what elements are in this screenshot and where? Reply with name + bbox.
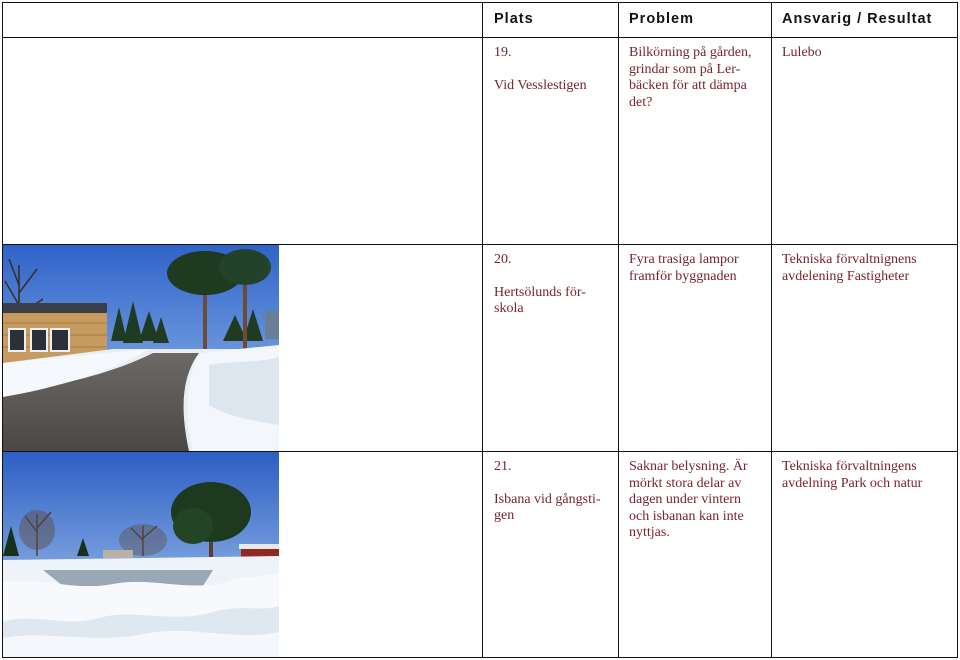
problem-line: Bilkörning på gården,	[629, 45, 752, 60]
plats-line: Hertsölunds för-	[494, 284, 586, 300]
problem-line: nyttjas.	[629, 525, 670, 540]
problem-line: det?	[629, 94, 653, 110]
school-building-winter-photo	[3, 245, 279, 451]
plats-line: skola	[494, 301, 524, 316]
column-divider	[482, 3, 483, 657]
problem-line: grindar som på Ler-	[629, 61, 741, 77]
problem-line: och isbanan kan inte	[629, 508, 744, 524]
plats-line: gen	[494, 508, 515, 523]
plats-line: Vid Vesslestigen	[494, 77, 587, 93]
row-21-ansvarig	[782, 459, 922, 492]
row-21-problem	[629, 459, 748, 542]
problem-line: Saknar belysning. Är	[629, 459, 748, 474]
problem-line: bäcken för att dämpa	[629, 78, 747, 93]
ansvarig-line: Tekniska förvaltnignens	[782, 252, 917, 267]
ansvarig-line: Lulebo	[782, 45, 822, 60]
row-number: 21.	[494, 459, 512, 474]
header-problem: Problem	[629, 11, 695, 27]
ansvarig-line: avdelening Fastigheter	[782, 268, 910, 284]
issue-table	[2, 2, 958, 658]
row-19-ansvarig	[782, 45, 822, 62]
problem-line: framför byggnaden	[629, 268, 737, 284]
problem-line: Fyra trasiga lampor	[629, 252, 739, 267]
row-20-plats	[494, 252, 586, 318]
column-divider	[618, 3, 619, 657]
row-number: 20.	[494, 252, 512, 267]
row-19-plats	[494, 45, 587, 94]
header-ansvarig: Ansvarig / Resultat	[782, 11, 933, 27]
header-plats: Plats	[494, 11, 534, 27]
problem-line: mörkt stora delar av	[629, 475, 742, 491]
ansvarig-line: Tekniska förvaltningens	[782, 459, 917, 474]
row-20-problem	[629, 252, 739, 285]
plats-line: Isbana vid gångsti-	[494, 491, 601, 507]
problem-line: dagen under vintern	[629, 492, 741, 507]
row-19-problem	[629, 45, 751, 111]
ansvarig-line: avdelning Park och natur	[782, 475, 923, 491]
ice-rink-snow-photo	[3, 452, 279, 657]
row-divider	[3, 37, 957, 38]
column-divider	[771, 3, 772, 657]
row-20-ansvarig	[782, 252, 917, 285]
row-number: 19.	[494, 45, 512, 60]
row-21-plats	[494, 459, 601, 525]
